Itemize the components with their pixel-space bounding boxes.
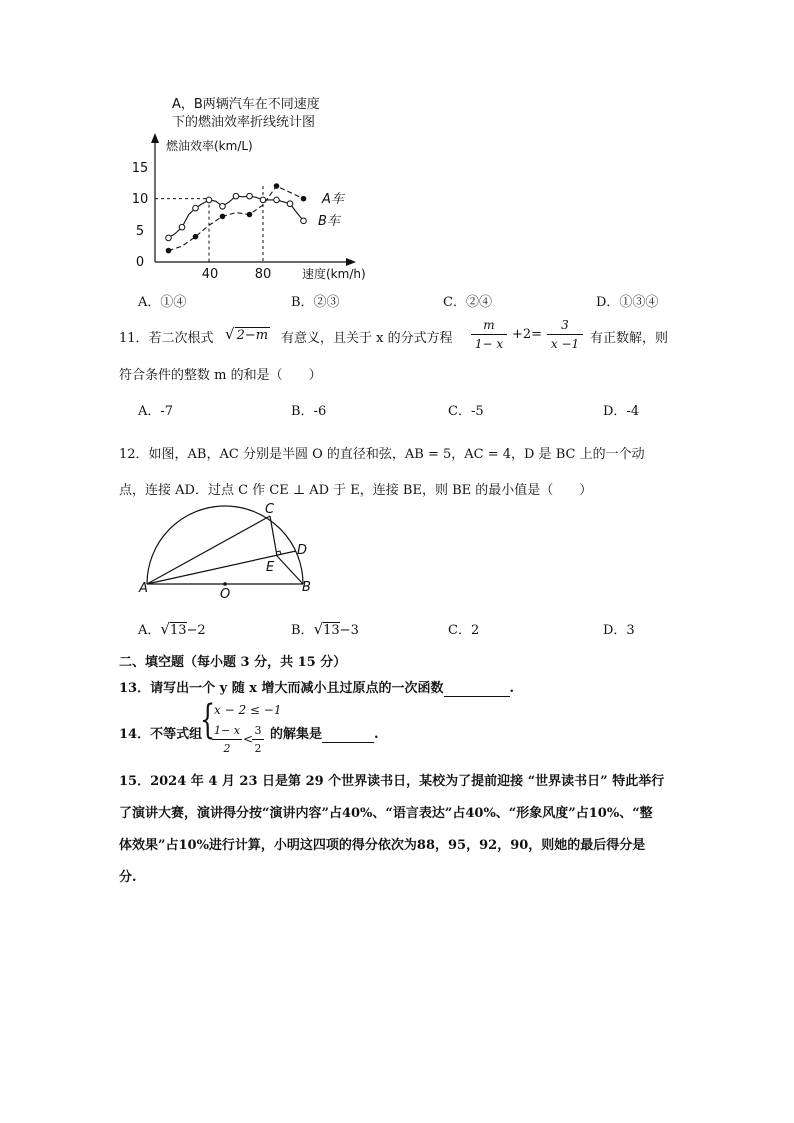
series-a-point (274, 183, 280, 189)
q10-option-b: B．②③ (291, 295, 340, 310)
q14-fraction (212, 724, 242, 755)
chord-ac (147, 516, 270, 584)
q14-end: . (374, 727, 379, 742)
q15-line1: 15．2024 年 4 月 23 日是第 29 个世界读书日，某校为了提前迎接 “世界读书日” 特此举行 (119, 774, 665, 789)
semicircle-figure (130, 500, 330, 605)
series-a-point (247, 212, 253, 218)
chart-title-line1: A，B两辆汽车在不同速度 (172, 97, 320, 112)
q11-fraction-1 (471, 318, 507, 351)
q15-line3: 体效果”占10%进行计算，小明这四项的得分依次为88，95，92，90，则她的最后得分是 (119, 838, 646, 853)
q15-line2: 了演讲大赛，演讲得分按“演讲内容”占40%、“语言表达”占40%、“形象风度”占10%、“整 (119, 806, 653, 821)
q12-a-suffix: −2 (186, 623, 206, 638)
q12-text-line1: 12．如图，AB，AC 分别是半圆 O 的直径和弦，AB = 5，AC = 4，D 是 BC 上的一个动 (119, 447, 645, 462)
q10-option-a: A．①④ (138, 295, 187, 310)
q11-radical: √ 2−m (225, 325, 269, 343)
q14-ineq1: x − 2 ≤ −1 (214, 703, 282, 717)
series-a-point (220, 214, 226, 220)
q11-text-b: 有意义，且关于 x 的分式方程 (281, 331, 453, 346)
q11-option-b: B．-6 (291, 404, 327, 419)
q11-option-a: A．-7 (138, 404, 174, 419)
label-d: D (297, 543, 308, 558)
q11-option-c: C．-5 (448, 404, 484, 419)
series-b-point (220, 203, 226, 209)
q15-line4: 分. (119, 870, 137, 885)
q11-text-line2: 符合条件的整数 m 的和是（ ） (119, 368, 322, 383)
q13-end: . (509, 681, 515, 696)
series-a-point (301, 196, 307, 202)
legend-a: A车 (322, 192, 344, 207)
segment-ce (270, 516, 277, 556)
chart-y-arrow (151, 133, 159, 143)
q11-fraction-2 (547, 318, 583, 351)
label-a: A (139, 581, 148, 596)
q14-brace: { (200, 697, 216, 743)
series-b-point (301, 218, 307, 224)
series-b-point (193, 205, 199, 211)
q12-option-b: B．√13−3 (291, 620, 359, 638)
chart-ytick-15: 15 (131, 161, 149, 176)
q14-frac-num: 1− x (214, 724, 240, 737)
chart-title-line2: 下的燃油效率折线统计图 (172, 115, 316, 130)
semicircle-arc (147, 506, 303, 584)
q14-suffix-line (270, 723, 379, 743)
q11-radicand: 2−m (236, 328, 269, 343)
q12-b-suffix: −3 (339, 623, 359, 638)
q11-frac1-den: 1− x (474, 337, 504, 351)
q14-rhs-fraction (252, 724, 264, 755)
q12-option-a: A．√13−2 (138, 620, 206, 638)
q11-text-a: 11．若二次根式 (119, 331, 214, 346)
series-b-point (179, 224, 185, 230)
chart-ytick-0: 0 (135, 255, 145, 270)
series-b-point (206, 197, 212, 203)
q13 (119, 677, 514, 697)
q11-frac2-num: 3 (561, 318, 569, 332)
series-b-point (247, 193, 253, 199)
q11-text-c: 有正数解，则 (590, 331, 669, 346)
q12-a-radicand: 13 (169, 623, 187, 638)
series-b-point (166, 235, 172, 241)
series-a-point (193, 234, 199, 240)
q14-answer-blank[interactable] (322, 727, 374, 743)
series-b (166, 193, 307, 240)
series-b-point (287, 201, 293, 207)
q11-option-d: D．-4 (603, 404, 640, 419)
label-b: B (302, 580, 311, 595)
series-a-point (166, 248, 172, 254)
q10-option-d: D．①③④ (596, 295, 659, 310)
legend-b: B车 (318, 214, 340, 229)
q12-text-line2: 点，连接 AD．过点 C 作 CE ⊥ AD 于 E，连接 BE，则 BE 的最小值是（ ） (119, 483, 593, 498)
chart-y-label: 燃油效率(km/L) (166, 139, 253, 153)
label-o: O (220, 587, 231, 602)
q13-text: 13．请写出一个 y 随 x 增大而减小且过原点的一次函数 (119, 681, 444, 696)
q14-rhs-den: 2 (254, 742, 262, 755)
q12-b-prefix: B． (291, 623, 314, 638)
label-e: E (266, 560, 275, 575)
q11-frac1-num: m (483, 318, 495, 332)
series-b-point (233, 193, 239, 199)
q14-rhs-num: 3 (254, 724, 262, 737)
label-c: C (265, 502, 275, 517)
q14-suffix: 的解集是 (270, 727, 323, 742)
q11-plus-two: +2= (512, 327, 543, 342)
chart-x-arrow (346, 258, 356, 266)
q12-b-radicand: 13 (323, 623, 340, 638)
chart-ytick-5: 5 (135, 224, 145, 239)
chart-ytick-10: 10 (131, 192, 149, 207)
fuel-efficiency-chart (0, 0, 794, 300)
series-b-point (274, 197, 280, 203)
q14-frac-den: 2 (223, 742, 231, 755)
q14-prefix: 14．不等式组 (119, 727, 203, 742)
q11-frac2-den: x −1 (550, 337, 580, 351)
series-b-line (169, 196, 304, 238)
q10-option-c: C．②④ (443, 295, 492, 310)
chart-x-label: 速度(km/h) (302, 267, 366, 281)
q12-option-d: D．3 (603, 623, 635, 638)
q13-answer-blank[interactable] (444, 681, 510, 697)
chart-xtick-80: 80 (254, 267, 272, 282)
chart-xtick-40: 40 (201, 267, 219, 282)
q14-less-than: < (243, 732, 254, 746)
q12-a-prefix: A． (138, 623, 161, 638)
q12-option-c: C．2 (448, 623, 480, 638)
center-o-dot (223, 582, 227, 586)
section-2-heading: 二、填空题（每小题 3 分，共 15 分） (119, 655, 347, 670)
